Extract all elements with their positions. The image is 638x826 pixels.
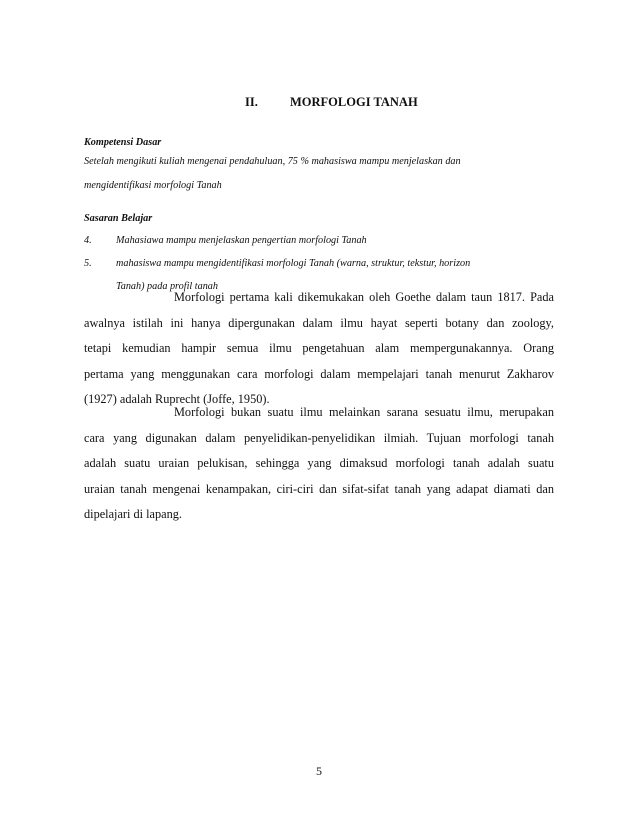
objective-item	[84, 229, 554, 252]
kompetensi-line: Setelah mengikuti kuliah mengenai pendahuluan, 75 % mahasiswa mampu menjelaskan dan	[84, 156, 461, 167]
chapter-title: MORFOLOGI TANAH	[290, 95, 418, 109]
body-paragraph	[84, 285, 554, 413]
paragraph-line: dipelajari di lapang.	[84, 507, 182, 521]
kompetensi-section	[84, 135, 554, 198]
objective-number: 5.	[84, 258, 92, 269]
paragraph-line: adalah suatu uraian pelukisan, sehingga yang dimaksud morfologi tanah adalah suatu	[84, 456, 554, 470]
page-number: 5	[316, 764, 322, 778]
kompetensi-heading: Kompetensi Dasar	[84, 137, 162, 148]
paragraph-line: tetapi kemudian hampir semua ilmu pengetahuan alam mempergunakannya. Orang	[84, 341, 554, 355]
kompetensi-line: mengidentifikasi morfologi Tanah	[84, 180, 222, 191]
paragraph-line: Morfologi bukan suatu ilmu melainkan sarana sesuatu ilmu, merupakan	[174, 405, 554, 419]
paragraph-line: awalnya istilah ini hanya dipergunakan dalam ilmu hayat seperti botany dan zoology,	[84, 315, 554, 330]
paragraph-line: cara yang digunakan dalam penyelidikan-penyelidikan ilmiah. Tujuan morfologi tanah	[84, 430, 554, 445]
objective-item	[84, 252, 554, 275]
paragraph-line: Morfologi pertama kali dikemukakan oleh Goethe dalam taun 1817. Pada	[174, 290, 554, 304]
objective-number: 4.	[84, 235, 92, 246]
sasaran-heading: Sasaran Belajar	[84, 213, 153, 224]
paragraph-line: uraian tanah mengenai kenampakan, ciri-ciri dan sifat-sifat tanah yang adapat diamati dan	[84, 481, 554, 496]
objective-text: Mahasiawa mampu menjelaskan pengertian morfologi Tanah	[116, 235, 367, 246]
chapter-number: II.	[245, 95, 258, 109]
paragraph-line: (1927) adalah Ruprecht (Joffe, 1950).	[84, 392, 270, 406]
objective-text: mahasiswa mampu mengidentifikasi morfologi Tanah (warna, struktur, tekstur, horizon	[116, 258, 471, 269]
paragraph-line: pertama yang menggunakan cara morfologi dalam mempelajari tanah menurut Zakharov	[84, 366, 554, 381]
objective-continuation: Tanah) pada profil tanah	[116, 281, 218, 292]
body-paragraph	[84, 400, 554, 528]
